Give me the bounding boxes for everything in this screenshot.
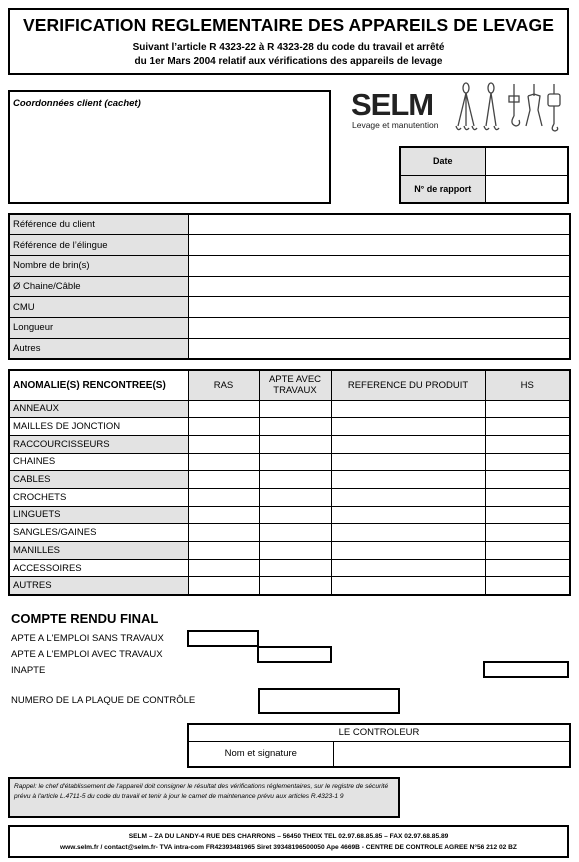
anomaly-row [9, 577, 570, 595]
anomaly-cell-reference-produit[interactable] [331, 524, 485, 542]
anomalies-header-row [9, 370, 570, 400]
option-apte-sans-travaux-box[interactable] [187, 630, 259, 647]
anomaly-cell-apte-avec-travaux[interactable] [259, 400, 331, 418]
anomaly-cell-hs[interactable] [485, 559, 570, 577]
sling-strap-icon [484, 83, 499, 130]
anomaly-row [9, 542, 570, 560]
anomaly-cell-hs[interactable] [485, 577, 570, 595]
anomaly-cell-apte-avec-travaux[interactable] [259, 453, 331, 471]
controleur-title-row [188, 724, 570, 741]
anomaly-cell-reference-produit[interactable] [331, 488, 485, 506]
anomaly-cell-ras[interactable] [188, 471, 259, 489]
controleur-title: LE CONTROLEUR [188, 724, 570, 741]
logo-tagline-text: Levage et manutention [352, 120, 439, 130]
anomaly-label: LINGUETS [9, 506, 188, 524]
anomaly-cell-ras[interactable] [188, 506, 259, 524]
anomaly-cell-hs[interactable] [485, 524, 570, 542]
anomaly-cell-ras[interactable] [188, 488, 259, 506]
anomaly-cell-apte-avec-travaux[interactable] [259, 524, 331, 542]
anomaly-cell-reference-produit[interactable] [331, 577, 485, 595]
date-field[interactable] [485, 147, 568, 175]
anomaly-cell-apte-avec-travaux[interactable] [259, 488, 331, 506]
anomaly-row [9, 471, 570, 489]
anomaly-cell-reference-produit[interactable] [331, 400, 485, 418]
selm-logo [348, 82, 568, 140]
anomaly-cell-apte-avec-travaux[interactable] [259, 542, 331, 560]
anomalies-heading: ANOMALIE(S) RENCONTREE(S) [9, 370, 188, 400]
anomaly-cell-apte-avec-travaux[interactable] [259, 577, 331, 595]
anomaly-cell-reference-produit[interactable] [331, 542, 485, 560]
footer-address: SELM – ZA DU LANDY-4 RUE DES CHARRONS – 56450 THEIX TEL 02.97.68.85.85 – FAX 02.97.68.85.89 [128, 833, 449, 840]
anomaly-cell-ras[interactable] [188, 559, 259, 577]
anomaly-label: RACCOURCISSEURS [9, 435, 188, 453]
anomaly-row [9, 453, 570, 471]
col-header-hs: HS [485, 370, 570, 400]
anomaly-cell-hs[interactable] [485, 418, 570, 436]
anomaly-label: MAILLES DE JONCTION [9, 418, 188, 436]
anomaly-cell-ras[interactable] [188, 577, 259, 595]
anomaly-cell-ras[interactable] [188, 524, 259, 542]
anomaly-row [9, 400, 570, 418]
anomaly-cell-apte-avec-travaux[interactable] [259, 559, 331, 577]
anomaly-cell-hs[interactable] [485, 488, 570, 506]
option-inapte-label: INAPTE [11, 665, 46, 676]
reference-label: Longueur [9, 317, 188, 338]
reference-value-field[interactable] [188, 338, 570, 359]
client-stamp-box[interactable] [8, 90, 331, 204]
anomaly-label: MANILLES [9, 542, 188, 560]
plaque-controle-label: NUMERO DE LA PLAQUE DE CONTRÔLE [11, 695, 196, 706]
plaque-controle-field[interactable] [258, 688, 400, 714]
date-label: Date [400, 147, 485, 175]
anomaly-cell-reference-produit[interactable] [331, 506, 485, 524]
option-apte-avec-travaux-label: APTE A L'EMPLOI AVEC TRAVAUX [11, 649, 163, 660]
anomaly-cell-reference-produit[interactable] [331, 471, 485, 489]
footer-block [8, 825, 569, 858]
anomaly-label: CABLES [9, 471, 188, 489]
reference-label: Référence de l’élingue [9, 235, 188, 256]
col-header-ras: RAS [188, 370, 259, 400]
signature-field[interactable] [333, 741, 570, 767]
reference-table [8, 213, 571, 360]
anomaly-cell-apte-avec-travaux[interactable] [259, 471, 331, 489]
signature-label: Nom et signature [188, 741, 333, 767]
harness-icon [526, 84, 542, 126]
option-inapte-box[interactable] [483, 661, 569, 678]
anomaly-cell-hs[interactable] [485, 400, 570, 418]
form-subtitle-line1: Suivant l’article R 4323-22 à R 4323-28 du code du travail et arrêté [132, 42, 445, 53]
form-subtitle-line2: du 1er Mars 2004 relatif aux vérifications des appareils de levage [134, 56, 443, 67]
reference-value-field[interactable] [188, 317, 570, 338]
anomaly-label: ANNEAUX [9, 400, 188, 418]
anomaly-cell-reference-produit[interactable] [331, 453, 485, 471]
anomaly-label: AUTRES [9, 577, 188, 595]
report-number-label: N° de rapport [400, 175, 485, 203]
anomaly-cell-apte-avec-travaux[interactable] [259, 506, 331, 524]
reference-label: Autres [9, 338, 188, 359]
anomaly-cell-ras[interactable] [188, 542, 259, 560]
anomaly-row [9, 488, 570, 506]
anomaly-row [9, 506, 570, 524]
reference-row [9, 255, 570, 276]
option-apte-sans-travaux-label: APTE A L'EMPLOI SANS TRAVAUX [11, 633, 164, 644]
compte-rendu-title: COMPTE RENDU FINAL [11, 611, 159, 626]
reference-row [9, 317, 570, 338]
reference-label: Nombre de brin(s) [9, 255, 188, 276]
rappel-note-box [8, 777, 400, 818]
client-stamp-label: Coordonnées client (cachet) [13, 98, 141, 109]
col-header-reference-produit: REFERENCE DU PRODUIT [331, 370, 485, 400]
anomaly-row [9, 524, 570, 542]
reference-row [9, 297, 570, 318]
anomaly-cell-hs[interactable] [485, 435, 570, 453]
form-title: VERIFICATION REGLEMENTAIRE DES APPAREILS DE LEVAGE [22, 15, 555, 35]
anomaly-cell-ras[interactable] [188, 418, 259, 436]
reference-value-field[interactable] [188, 214, 570, 235]
anomaly-row [9, 435, 570, 453]
anomaly-cell-hs[interactable] [485, 471, 570, 489]
anomaly-cell-ras[interactable] [188, 400, 259, 418]
reference-value-field[interactable] [188, 297, 570, 318]
report-number-row [400, 175, 568, 203]
controleur-table [187, 723, 571, 768]
reference-value-field[interactable] [188, 235, 570, 256]
col-header-apte-avec-travaux: APTE AVEC TRAVAUX [259, 370, 331, 400]
reference-label: CMU [9, 297, 188, 318]
reference-row [9, 276, 570, 297]
anomaly-cell-hs[interactable] [485, 506, 570, 524]
footer-legal: www.selm.fr / contact@selm.fr- TVA intra-com FR42393481965 Siret 39348196500050 Ape 4669B - CENTRE DE CONTROLE AGREE N°56 212 02 BZ [60, 844, 517, 851]
hook-hoist-icon [509, 84, 520, 126]
report-number-field[interactable] [485, 175, 568, 203]
reference-value-field[interactable] [188, 276, 570, 297]
anomaly-cell-ras[interactable] [188, 453, 259, 471]
controleur-signature-row [188, 741, 570, 767]
anomaly-cell-apte-avec-travaux[interactable] [259, 435, 331, 453]
reference-value-field[interactable] [188, 255, 570, 276]
reference-row [9, 214, 570, 235]
form-subtitle [10, 41, 567, 69]
anomaly-cell-reference-produit[interactable] [331, 559, 485, 577]
selm-logo-graphic [348, 82, 568, 140]
anomaly-label: CHAINES [9, 453, 188, 471]
anomaly-label: ACCESSOIRES [9, 559, 188, 577]
anomaly-label: SANGLES/GAINES [9, 524, 188, 542]
anomaly-label: CROCHETS [9, 488, 188, 506]
logo-brand-text: SELM [351, 87, 434, 122]
anomaly-cell-hs[interactable] [485, 453, 570, 471]
rappel-note-text: Rappel: le chef d'établissement de l'appareil doit consigner le résultat des vérifications réglementaires, sur le registre de sécurité prévu à l'article L.4711-5 du code du travail et tenir à jour le carnet de maintenance prévu aux articles R.4323-1 9 [14, 783, 389, 800]
date-report-table [399, 146, 569, 204]
chain-hoist-icon [548, 84, 560, 131]
reference-row [9, 235, 570, 256]
reference-label: Référence du client [9, 214, 188, 235]
reference-label: Ø Chaine/Câble [9, 276, 188, 297]
anomaly-cell-ras[interactable] [188, 435, 259, 453]
date-row [400, 147, 568, 175]
form-title-block [8, 8, 569, 75]
sling-chain-icon [456, 83, 477, 130]
anomaly-cell-reference-produit[interactable] [331, 435, 485, 453]
anomaly-row [9, 559, 570, 577]
anomaly-cell-reference-produit[interactable] [331, 418, 485, 436]
reference-row [9, 338, 570, 359]
anomalies-table [8, 369, 571, 596]
anomaly-row [9, 418, 570, 436]
anomaly-cell-apte-avec-travaux[interactable] [259, 418, 331, 436]
anomaly-cell-hs[interactable] [485, 542, 570, 560]
option-apte-avec-travaux-box[interactable] [257, 646, 332, 663]
